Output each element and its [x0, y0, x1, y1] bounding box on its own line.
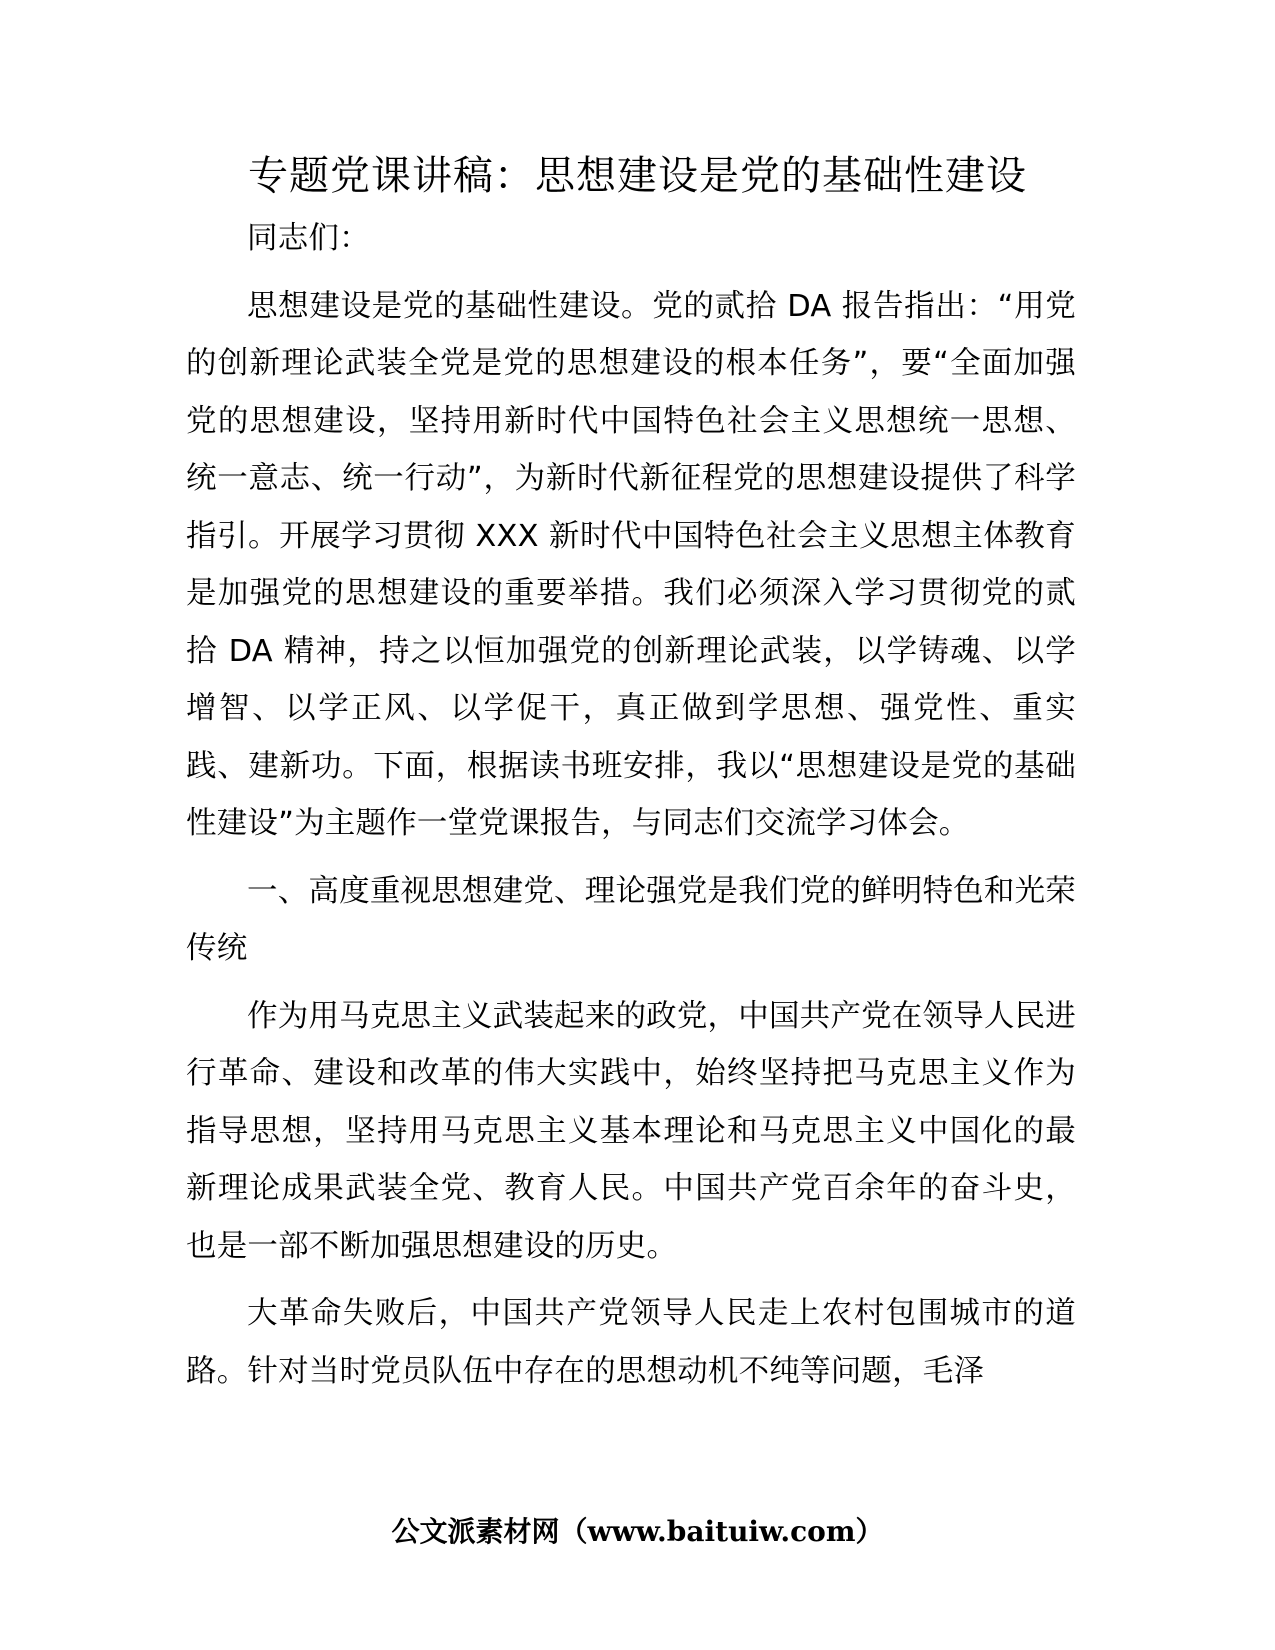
paragraph-revolution: 大革命失败后，中国共产党领导人民走上农村包围城市的道路。针对当时党员队伍中存在的思想动机不纯等问题，毛泽 — [186, 1296, 1076, 1389]
document-body — [186, 210, 1076, 1410]
paragraph-history: 作为用马克思主义武装起来的政党，中国共产党在领导人民进行革命、建设和改革的伟大实践中，始终坚持把马克思主义作为指导思想，坚持用马克思主义基本理论和马克思主义中国化的最新理论成果武装全党、教育人民。中国共产党百余年的奋斗史，也是一部不断加强思想建设的历史。 — [186, 998, 1076, 1264]
section-heading-1: 一、高度重视思想建党、理论强党是我们党的鲜明特色和光荣传统 — [186, 873, 1076, 966]
paragraph-intro: 思想建设是党的基础性建设。党的贰拾 DA 报告指出：“用党的创新理论武装全党是党的思想建设的根本任务”，要“全面加强党的思想建设，坚持用新时代中国特色社会主义思想统一思想、统一意志、统一行动”，为新时代新征程党的思想建设提供了科学指引。开展学习贯彻 XXX 新时代中国特色社会主义思想主体教育是加强党的思想建设的重要举措。我们必须深入学习贯彻党的贰拾 DA 精神，持之以恒加强党的创新理论武装，以学铸魂、以学增智、以学正风、以学促干，真正做到学思想、强党性、重实践、建新功。下面，根据读书班安排，我以“思想建设是党的基础性建设”为主题作一堂党课报告，与同志们交流学习体会。 — [186, 288, 1076, 841]
document-title: 专题党课讲稿：思想建设是党的基础性建设 — [248, 153, 1027, 199]
footer-watermark: 公文派素材网（www.baituiw.com） — [391, 1515, 884, 1548]
greeting: 同志们： — [247, 221, 370, 256]
